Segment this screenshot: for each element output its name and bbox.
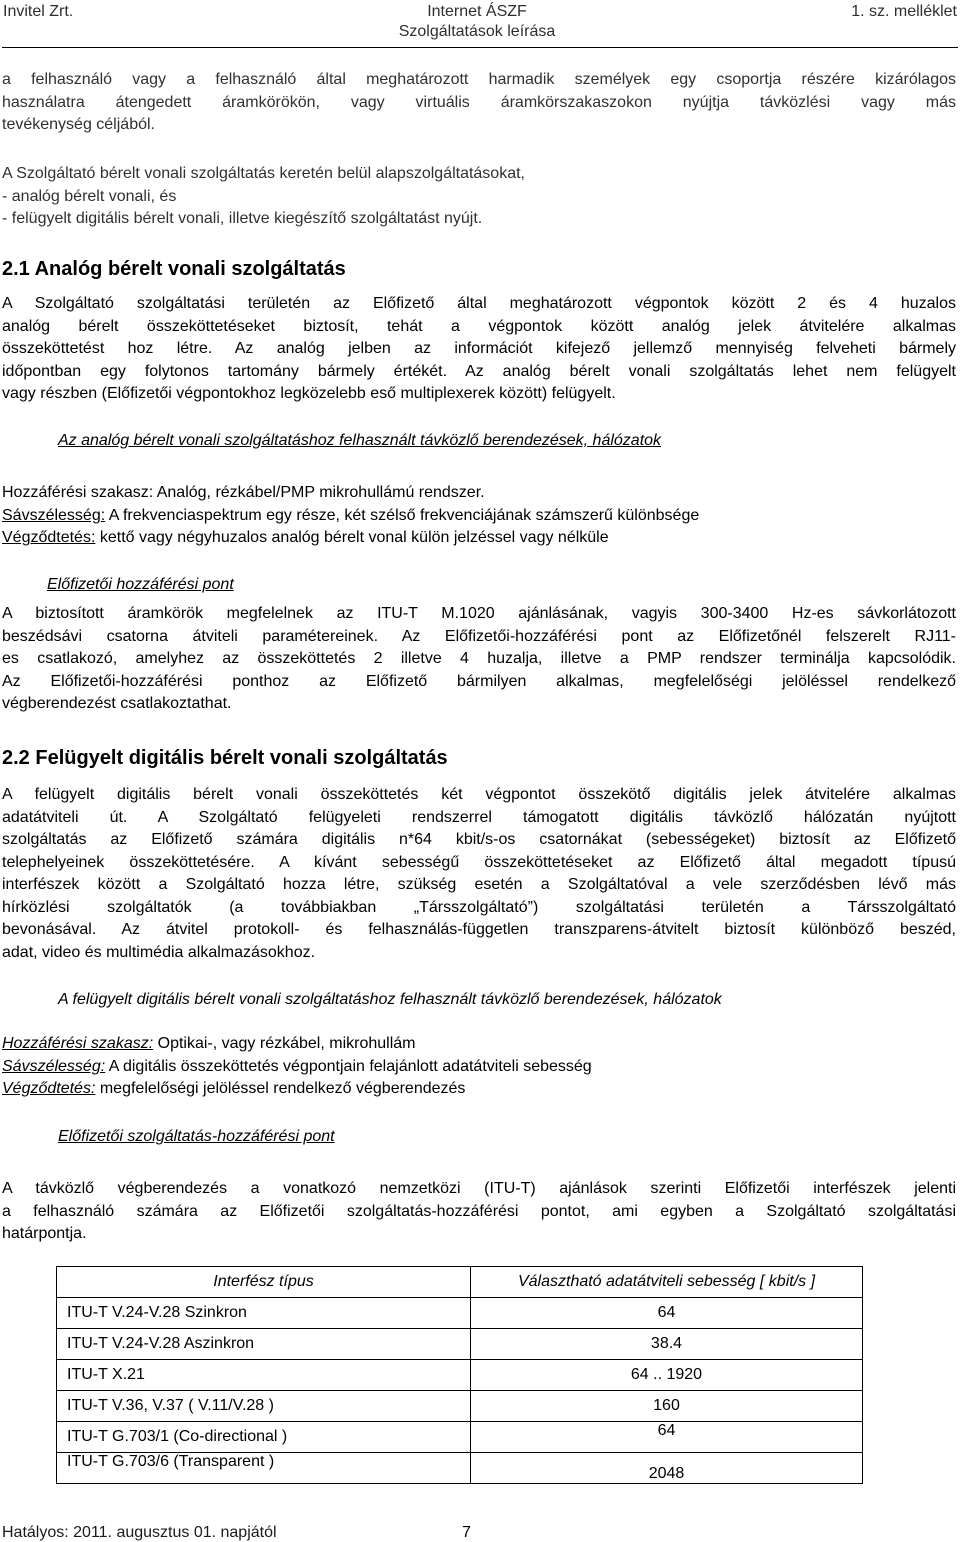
paragraph-line: határpontja. bbox=[2, 1225, 87, 1242]
table-cell-type: ITU-T V.36, V.37 ( V.11/V.28 ) bbox=[57, 1391, 471, 1422]
section-heading-2-2: 2.2 Felügyelt digitális bérelt vonali szolgáltatás bbox=[2, 747, 448, 769]
spec-access-value: Analóg, rézkábel/PMP mikrohullámú rendszer. bbox=[153, 484, 485, 501]
spec-access-label: Hozzáférési szakasz: bbox=[2, 1035, 154, 1052]
table-cell-speed: 38.4 bbox=[471, 1329, 863, 1360]
paragraph-line: A felügyelt digitális bérelt vonali összeköttetés két végpontot összekötő digitális jelek átvitelére alkalmas bbox=[2, 786, 956, 803]
intro-services-line: A Szolgáltató bérelt vonali szolgáltatás keretén belül alapszolgáltatásokat, bbox=[2, 165, 525, 182]
paragraph-line: A Szolgáltató szolgáltatási területén az Előfizető által meghatározott végpontok között 2 és 4 huzalos bbox=[2, 295, 956, 312]
spec-termination-value: megfelelőségi jelöléssel rendelkező végberendezés bbox=[95, 1080, 466, 1097]
spec-termination-label: Végződtetés: bbox=[2, 1080, 96, 1097]
intro-line: a felhasználó vagy a felhasználó által meghatározott harmadik személyek egy csoportja részére kizárólagos bbox=[2, 71, 956, 88]
spec-access-label: Hozzáférési szakasz: bbox=[2, 484, 154, 501]
intro-services-item: - felügyelt digitális bérelt vonali, illetve kiegészítő szolgáltatást nyújt. bbox=[2, 210, 483, 227]
paragraph-line: összeköttetést hoz létre. Az analóg jelben az információt kifejező jellemző mennyiség felveheti bármely bbox=[2, 340, 956, 357]
spec-access-value: Optikai-, vagy rézkábel, mikrohullám bbox=[153, 1035, 416, 1052]
table-header-interface-type: Interfész típus bbox=[57, 1267, 471, 1298]
section-2-1-subheading: Az analóg bérelt vonali szolgáltatáshoz felhasznált távközlő berendezések, hálózatok bbox=[58, 432, 662, 449]
section-2-2-access-point-heading: Előfizetői szolgáltatás-hozzáférési pont bbox=[58, 1128, 335, 1145]
paragraph-line: beszédsávi csatorna átviteli paramétereinek. Az Előfizetői-hozzáférési pont az Előfizetőnél felszerelt RJ11- bbox=[2, 627, 956, 645]
paragraph-line: A távközlő végberendezés a vonatkozó nemzetközi (ITU-T) ajánlások szerinti Előfizetői interfészek jelenti bbox=[2, 1180, 956, 1197]
spec-termination bbox=[2, 527, 956, 550]
table-header-data-rate: Választható adatátviteli sebesség [ kbit/s ] bbox=[471, 1267, 863, 1298]
table-cell-speed: 64 bbox=[471, 1422, 863, 1453]
intro-line: tevékenység céljából. bbox=[2, 116, 155, 133]
table-cell-speed: 64 bbox=[471, 1298, 863, 1329]
spec-termination bbox=[2, 1078, 956, 1101]
paragraph-line: es csatlakozó, amelyhez az összeköttetés 2 illetve 4 huzalja, illetve a PMP rendszer terminálja kapcsolódik. bbox=[2, 650, 956, 667]
section-2-2-access-point-paragraph bbox=[2, 1178, 956, 1246]
paragraph-line: időpontban egy folytonos tartomány bármely értékét. Az analóg bérelt vonali szolgáltatás lehet nem felügyelt bbox=[2, 362, 956, 380]
table-cell-type: ITU-T G.703/6 (Transparent ) bbox=[57, 1453, 471, 1484]
section-2-2-subheading: A felügyelt digitális bérelt vonali szolgáltatáshoz felhasznált távközlő berendezések, hálózatok bbox=[58, 991, 722, 1008]
paragraph-line: A biztosított áramkörök megfelelnek az ITU-T M.1020 ajánlásának, vagyis 300-3400 Hz-es sávkorlátozott bbox=[2, 605, 956, 622]
paragraph-line: telephelyeinek összeköttetésére. A kívánt sebességű összeköttetéseket az Előfizető által megadott típusú bbox=[2, 853, 956, 871]
paragraph-line: Az Előfizetői-hozzáférési ponthoz az Előfizető bármilyen alkalmas, megfelelőségi jelöléssel rendelkező bbox=[2, 672, 956, 690]
header-divider bbox=[2, 47, 958, 48]
header-company: Invitel Zrt. bbox=[3, 3, 74, 20]
table-row bbox=[57, 1453, 863, 1484]
paragraph-line: szolgáltatás az Előfizető számára digitális n*64 kbit/s-os csatornákat (sebességeket) biztosít az Előfizető bbox=[2, 831, 956, 848]
table-cell-speed: 64 .. 1920 bbox=[471, 1360, 863, 1391]
table-cell-type: ITU-T V.24-V.28 Aszinkron bbox=[57, 1329, 471, 1360]
spec-termination-value: kettő vagy négyhuzalos analóg bérelt vonal külön jelzéssel vagy nélküle bbox=[95, 529, 609, 546]
section-2-1-specs bbox=[2, 482, 956, 550]
paragraph-line: vagy részben (Előfizetői végpontokhoz legközelebb eső multiplexerek között) felügyelt. bbox=[2, 385, 616, 402]
spec-access bbox=[2, 1033, 956, 1056]
spec-termination-label: Végződtetés: bbox=[2, 529, 96, 546]
spec-bandwidth bbox=[2, 1056, 956, 1079]
paragraph-line: adatátviteli út. A Szolgáltató felügyeleti rendszerrel támogatott digitális távközlő hálózatán nyújtott bbox=[2, 808, 956, 826]
section-2-1-paragraph bbox=[2, 293, 956, 406]
table-cell-speed: 160 bbox=[471, 1391, 863, 1422]
spec-bandwidth-value: A digitális összeköttetés végpontjain felajánlott adatátviteli sebesség bbox=[105, 1057, 592, 1075]
table-header-row bbox=[57, 1267, 863, 1298]
paragraph-line: a felhasználó számára az Előfizetői szolgáltatás-hozzáférési pontot, ami egyben a Szolgáltató szolgáltatási bbox=[2, 1202, 956, 1220]
intro-paragraph bbox=[2, 69, 956, 137]
header-annex: 1. sz. melléklet bbox=[851, 3, 957, 20]
table-row bbox=[57, 1298, 863, 1329]
intro-services-item: - analóg bérelt vonali, és bbox=[2, 187, 177, 205]
intro-line: használatra átengedett áramkörökön, vagy virtuális áramkörszakaszokon nyújtja távközlési vagy más bbox=[2, 93, 956, 111]
spec-bandwidth-label: Sávszélesség: bbox=[2, 1057, 106, 1075]
section-2-2-specs bbox=[2, 1033, 956, 1101]
footer-effective-date: Hatályos: 2011. augusztus 01. napjától bbox=[2, 1524, 277, 1541]
spec-bandwidth-label: Sávszélesség: bbox=[2, 506, 106, 524]
spec-access bbox=[2, 482, 956, 505]
paragraph-line: bevonásával. Az átvitel protokoll- és felhasználás-független transzparens-átvitelt biztosít különböző beszéd, bbox=[2, 921, 956, 938]
table-row bbox=[57, 1329, 863, 1360]
table-row bbox=[57, 1360, 863, 1391]
spec-bandwidth-value: A frekvenciaspektrum egy része, két szélső frekvenciájának számszerű különbsége bbox=[105, 506, 700, 524]
header-title-line2: Szolgáltatások leírása bbox=[398, 23, 556, 40]
paragraph-line: hírközlési szolgáltatók (a továbbiakban „Társszolgáltató”) szolgáltatási területén a Társszolgáltató bbox=[2, 898, 956, 916]
page-number: 7 bbox=[462, 1524, 471, 1541]
interface-table bbox=[56, 1266, 863, 1484]
section-2-1-access-point-heading: Előfizetői hozzáférési pont bbox=[47, 576, 234, 593]
paragraph-line: adat, video és multimédia alkalmazásokhoz. bbox=[2, 943, 316, 961]
header-title-line1: Internet ÁSZF bbox=[427, 3, 527, 20]
paragraph-line: interfészek között a Szolgáltató hozza létre, szükség esetén a Szolgáltatóval a vele szerződésben lévő más bbox=[2, 876, 956, 893]
table-cell-type: ITU-T X.21 bbox=[57, 1360, 471, 1391]
section-heading-2-1: 2.1 Analóg bérelt vonali szolgáltatás bbox=[2, 258, 346, 280]
paragraph-line: végberendezést csatlakoztathat. bbox=[2, 695, 232, 712]
section-2-2-paragraph bbox=[2, 784, 956, 964]
table-cell-type: ITU-T V.24-V.28 Szinkron bbox=[57, 1298, 471, 1329]
table-row bbox=[57, 1422, 863, 1453]
spec-bandwidth bbox=[2, 505, 956, 528]
table-cell-type: ITU-T G.703/1 (Co-directional ) bbox=[57, 1422, 471, 1453]
table-cell-speed: 2048 bbox=[471, 1453, 863, 1484]
intro-services bbox=[2, 163, 956, 231]
section-2-1-access-point-paragraph bbox=[2, 603, 956, 716]
header-title bbox=[382, 2, 572, 42]
table-row bbox=[57, 1391, 863, 1422]
paragraph-line: analóg bérelt összeköttetéseket biztosít, tehát a végpontok között analóg jelek átvitelére alkalmas bbox=[2, 317, 956, 335]
